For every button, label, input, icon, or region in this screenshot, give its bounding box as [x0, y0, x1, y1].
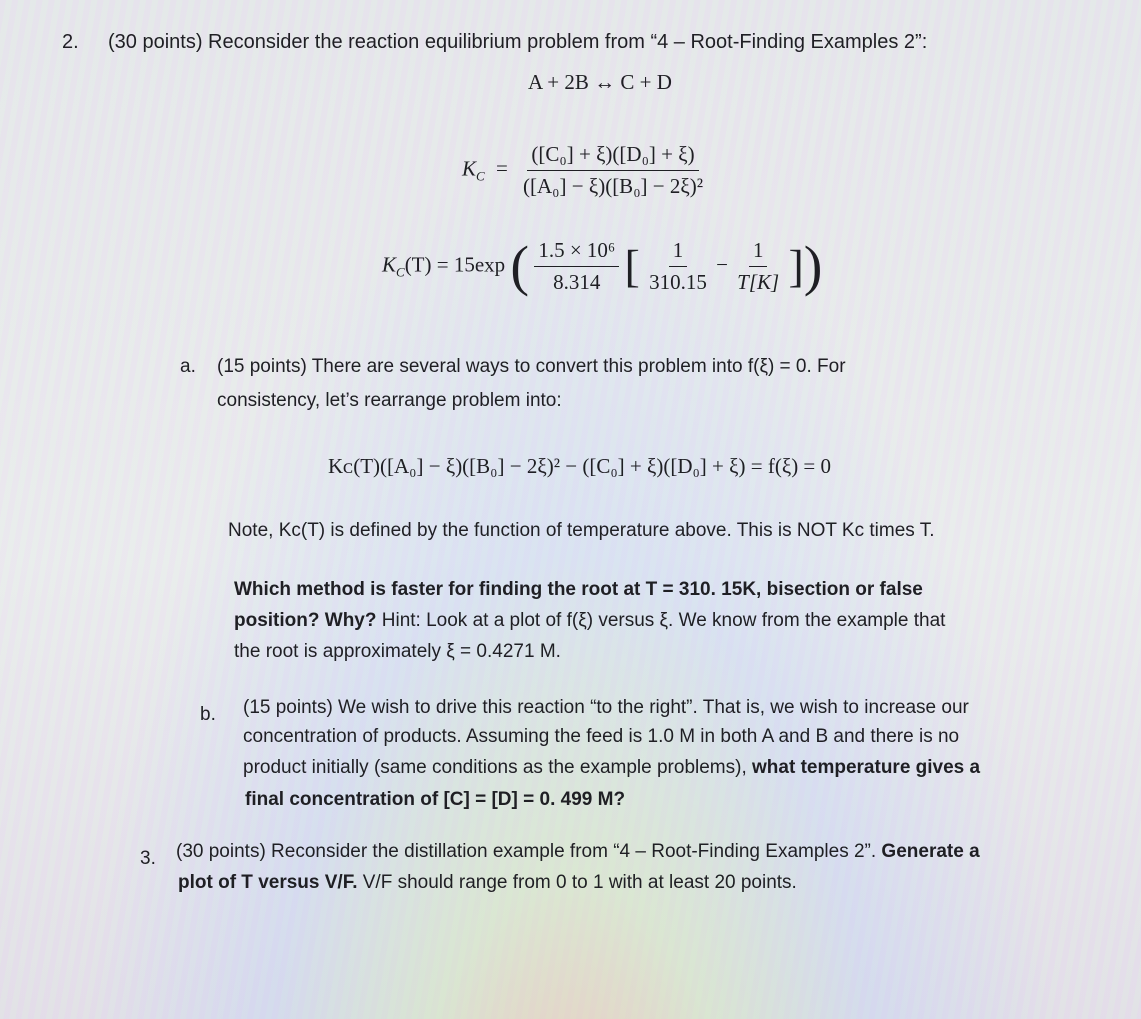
- rearranged-equation: Kᴄ(T)([A₀] − ξ)([B₀] − 2ξ)² − ([C₀] + ξ)([D₀] + ξ) = f(ξ) = 0: [328, 454, 832, 478]
- kct-minus: −: [716, 252, 728, 277]
- kc-numerator: ([C₀] + ξ)([D₀] + ξ): [527, 142, 698, 171]
- part-a-question-bold: position? Why?: [234, 610, 377, 631]
- kct-fraction-1: $\frac{\text{1.5 × 10⁶}}{8.314}$: [534, 238, 619, 295]
- part-b-line1: (15 points) We wish to drive this reaction “to the right”. That is, we wish to increase our: [243, 697, 969, 718]
- kc-fraction: [519, 142, 707, 199]
- kc-equals: =: [495, 156, 508, 181]
- part-a-question-line2: [234, 609, 945, 633]
- kct-argument: (T) = 15exp: [404, 252, 506, 277]
- part-a-hint: Hint: Look at a plot of f(ξ) versus ξ. We know from the example that: [376, 610, 946, 631]
- part-b-line2: concentration of products. Assuming the feed is 1.0 M in both A and B and there is no: [243, 726, 960, 747]
- q3-number: 3.: [140, 848, 156, 869]
- kc-equation: [462, 142, 707, 199]
- part-b-line3: product initially (same conditions as the example problems), what temperature gives a: [243, 757, 981, 778]
- part-a-note: Note, Kᴄ(T) is defined by the function of temperature above. This is NOT Kᴄ times T.: [228, 520, 935, 541]
- part-a-label: a.: [180, 356, 196, 377]
- kct-symbol: K: [382, 252, 397, 277]
- q3-line1: (30 points) Reconsider the distillation example from “4 – Root-Finding Examples 2”. Generate a: [176, 841, 980, 862]
- q2-intro: (30 points) Reconsider the reaction equilibrium problem from “4 – Root-Finding Examples 2”:: [108, 31, 928, 53]
- kct-equation: $K_C(T) = 15\exp$ ( $\frac{\text{1.5 × 10⁶}}{8.314}$ [ $\frac{1}{310.15}$ − $\frac{1}{T[K]}$ ]): [382, 235, 823, 298]
- kct-fraction-2: $\frac{1}{310.15}$: [649, 238, 707, 294]
- q2-number: 2.: [62, 31, 79, 53]
- q3-line2: plot of T versus V/F. V/F should range from 0 to 1 with at least 20 points.: [178, 872, 797, 893]
- kc-symbol: K: [462, 156, 477, 181]
- reaction-equation: A + 2B ↔ C + D: [528, 70, 672, 94]
- kct-fraction-3: $\frac{1}{T[K]}$: [737, 238, 780, 294]
- part-a-line2: consistency, let’s rearrange problem into:: [217, 390, 562, 411]
- part-b-label: b.: [200, 704, 216, 725]
- part-a-question-line1: Which method is faster for finding the root at T = 310. 15K, bisection or false: [234, 579, 923, 600]
- part-a-line1: (15 points) There are several ways to convert this problem into f(ξ) = 0. For: [217, 356, 846, 377]
- kc-subscript: C: [476, 168, 485, 184]
- part-b-line4: final concentration of [C] = [D] = 0. 499 M?: [245, 789, 626, 810]
- kc-denominator: ([A₀] − ξ)([B₀] − 2ξ)²: [523, 174, 703, 198]
- part-a-question-line3: the root is approximately ξ = 0.4271 M.: [234, 641, 561, 662]
